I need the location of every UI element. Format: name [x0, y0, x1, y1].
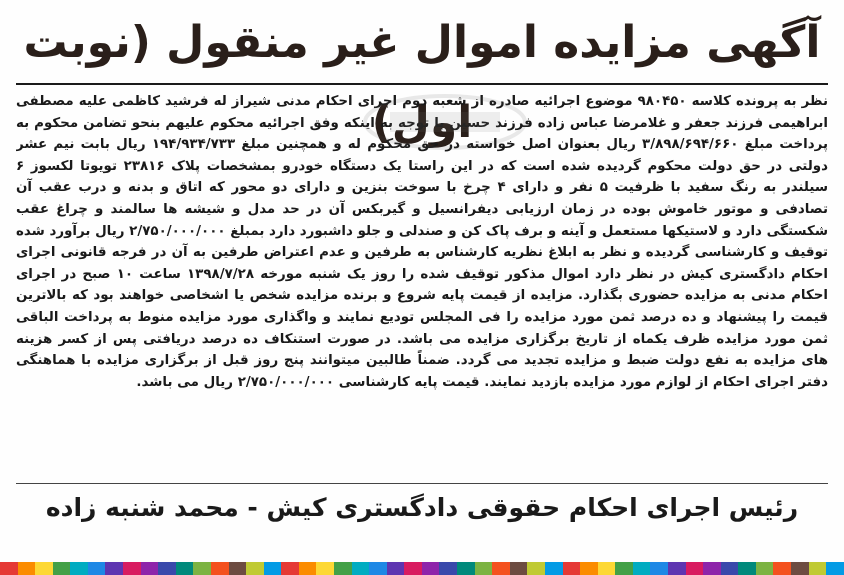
notice-signature: رئیس اجرای احکام حقوقی دادگستری کیش - محمد شنبه زاده [45, 493, 799, 522]
color-strip-segment [527, 562, 545, 575]
color-strip-segment [369, 562, 387, 575]
color-strip-segment [246, 562, 264, 575]
color-strip-segment [633, 562, 651, 575]
signature-divider [16, 483, 828, 484]
color-strip-segment [0, 562, 18, 575]
color-strip-segment [650, 562, 668, 575]
color-strip-segment [668, 562, 686, 575]
color-strip-segment [422, 562, 440, 575]
color-strip-segment [35, 562, 53, 575]
color-strip-segment [352, 562, 370, 575]
color-strip-segment [193, 562, 211, 575]
color-strip-segment [316, 562, 334, 575]
color-strip-segment [457, 562, 475, 575]
color-strip-segment [299, 562, 317, 575]
notice-title: آگهی مزایده اموال غیر منقول (نوبت اول) [23, 17, 821, 148]
color-strip-segment [334, 562, 352, 575]
color-strip-segment [721, 562, 739, 575]
color-strip-segment [686, 562, 704, 575]
color-strip-segment [791, 562, 809, 575]
color-strip-segment [703, 562, 721, 575]
color-strip-segment [211, 562, 229, 575]
color-strip-segment [738, 562, 756, 575]
color-strip-segment [229, 562, 247, 575]
color-strip-segment [756, 562, 774, 575]
color-strip-segment [123, 562, 141, 575]
color-strip-segment [563, 562, 581, 575]
color-strip-segment [475, 562, 493, 575]
color-strip-segment [141, 562, 159, 575]
color-strip-segment [615, 562, 633, 575]
color-strip-segment [387, 562, 405, 575]
color-strip-segment [545, 562, 563, 575]
color-strip-segment [598, 562, 616, 575]
color-strip-segment [88, 562, 106, 575]
color-strip-segment [826, 562, 844, 575]
color-strip-segment [53, 562, 71, 575]
color-strip-segment [773, 562, 791, 575]
color-strip-segment [492, 562, 510, 575]
color-strip-segment [105, 562, 123, 575]
color-strip-segment [176, 562, 194, 575]
color-strip-segment [264, 562, 282, 575]
decorative-color-strip [0, 562, 844, 575]
color-strip-segment [404, 562, 422, 575]
color-strip-segment [281, 562, 299, 575]
color-strip-segment [580, 562, 598, 575]
color-strip-segment [70, 562, 88, 575]
color-strip-segment [809, 562, 827, 575]
color-strip-segment [510, 562, 528, 575]
color-strip-segment [18, 562, 36, 575]
color-strip-segment [158, 562, 176, 575]
notice-body: نظر به پرونده کلاسه ۹۸۰۴۵۰ موضوع اجرائیه صادره از شعبه دوم اجرای احکام مدنی شیراز له فرشید کاظمی علیه مصطفی ابراهیمی فرزند جعفر و غلامرضا عباس زاده فرزند حسین با توجه به اینکه وفق اجرائیه محکوم علیهم بنحو تضامن محکوم به پرداخت مبلغ ۳/۸۹۸/۶۹۴/۶۶۰ ریال بعنوان اصل خواسته در حق محکوم له و همچنین مبلغ ۱۹۴/۹۳۴/۷۳۳ ریال بابت نیم عشر دولتی در حق دولت محکوم گردیده شده است که در این راستا یک دستگاه خودرو بمشخصات پلاک ۲۳۸۱۶ تویوتا لکسوز ۶ سیلندر به رنگ سفید با ظرفیت ۵ نفر و دارای ۴ چرخ با سوخت بنزین و دارای دو محور که اتاق و بدنه و درب عقب آن تصادفی و موتور خاموش بوده در زمان ارزیابی دیفرانسیل و گیربکس آن در حد مدل و شیشه ها سالمند و چراغ عقب شکستگی دارد و لاستیکها مستعمل و آینه و برف پاک کن و صندلی و جلو داشبورد دارد بمبلغ ۲/۷۵۰/۰۰۰/۰۰۰ ریال برآورد شده توقیف و کارشناسی گردیده و نظر به ابلاغ نظریه کارشناس به طرفین و عدم اعتراض طرفین به آن در فرجه قانونی اجرای احکام دادگستری کیش در نظر دارد اموال مذکور توقیف شده را روز یک شنبه مورخه ۱۳۹۸/۷/۲۸ ساعت ۱۰ صبح در اجرای احکام مدنی به مزایده حضوری بگذارد. مزایده از قیمت پایه شروع و برنده مزایده شخص یا اشخاصی خواهند بود که بالاترین قیمت را پیشنهاد و ده درصد ثمن مورد مزایده را فی المجلس تودیع نمایند و واگذاری مورد مزایده منوط به پرداخت الباقی ثمن مورد مزایده ظرف یکماه از تاریخ برگزاری مزایده می باشد. در صورت استنکاف ده درصد دریافتی پس از کسر هزینه های مزایده به نفع دولت ضبط و مزایده تجدید می گردد. ضمناً طالبین میتوانند پنج روز قبل از برگزاری مزایده با هماهنگی دفتر اجرای احکام از لوازم مورد مزایده بازدید نمایند. قیمت پایه کارشناسی ۲/۷۵۰/۰۰۰/۰۰۰ ریال می باشد. [16, 94, 828, 390]
color-strip-segment [439, 562, 457, 575]
